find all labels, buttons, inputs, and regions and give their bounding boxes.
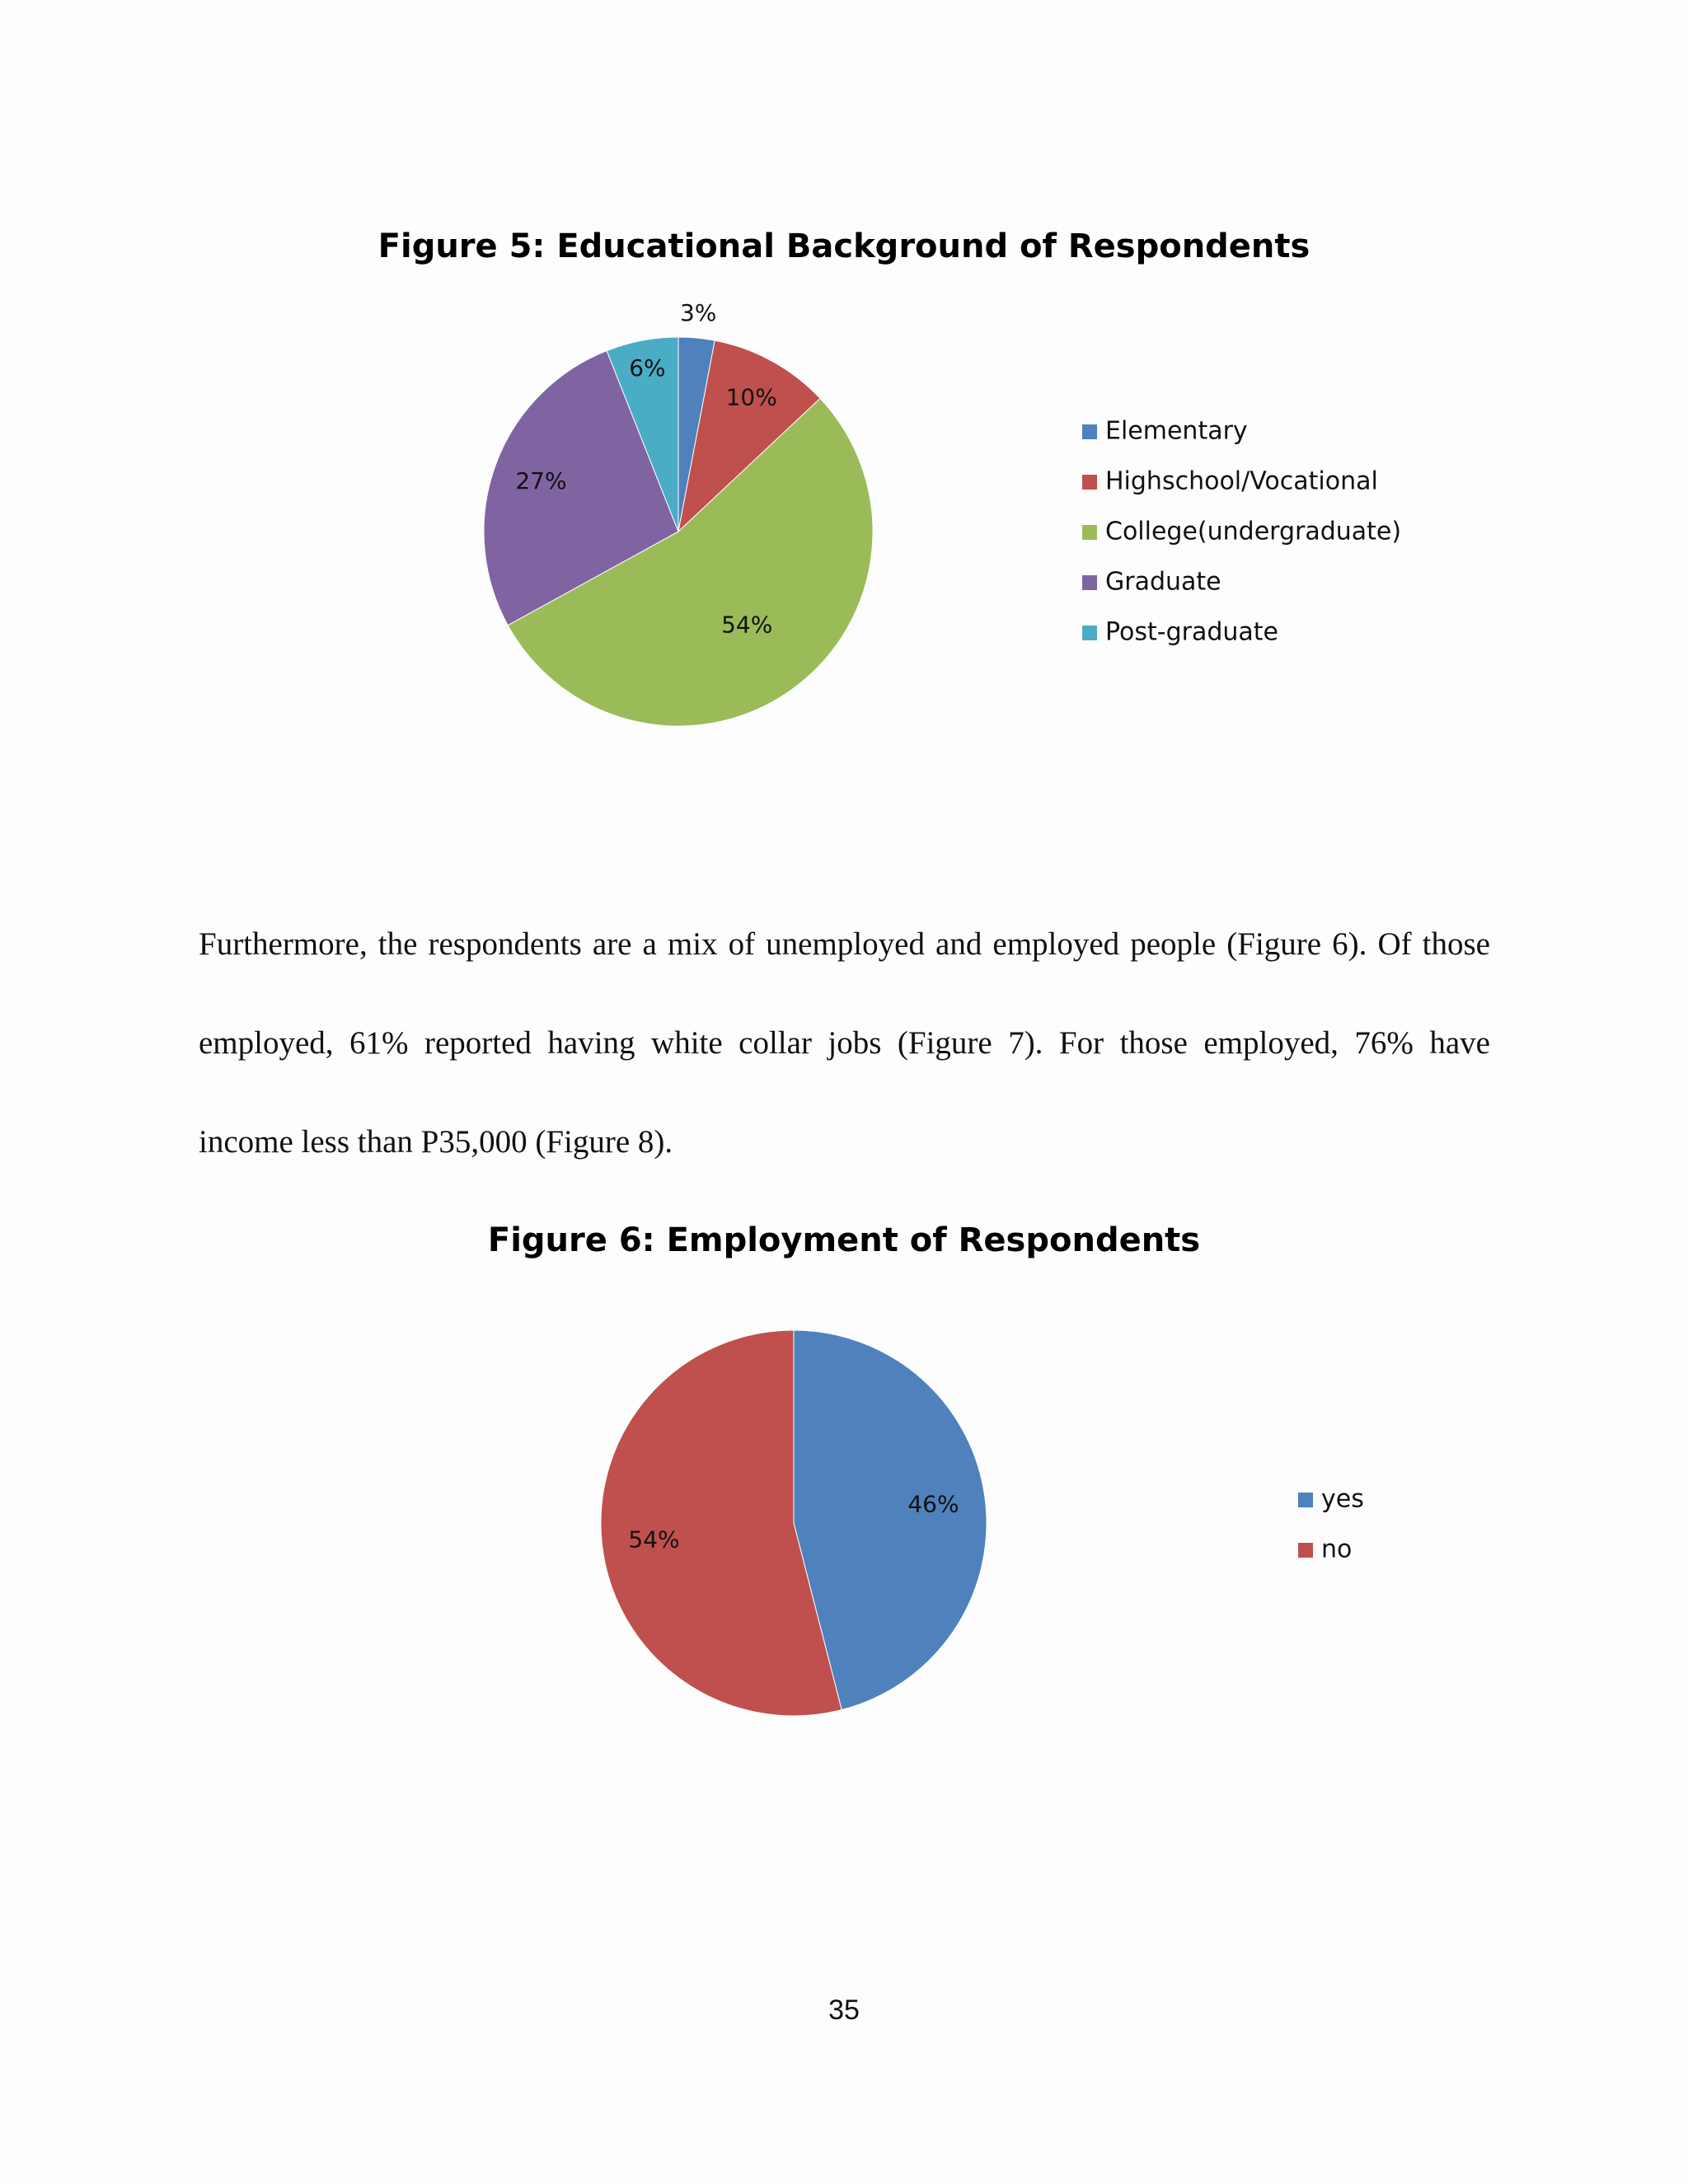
body-paragraph: [199, 895, 1490, 1192]
fig5-legend-swatch: [1082, 475, 1097, 490]
fig5-legend-label: Post-graduate: [1105, 617, 1279, 647]
fig5-legend-swatch: [1082, 575, 1097, 590]
paragraph-line: income less than P35,000 (Figure 8).: [199, 1124, 673, 1160]
figure-5-pie-chart: [0, 297, 1688, 758]
fig6-legend-swatch: [1298, 1493, 1313, 1507]
figure-6-title: Figure 6: Employment of Respondents: [487, 1221, 1201, 1259]
fig6-legend-label: yes: [1321, 1484, 1364, 1514]
figure-6-pie-chart: [0, 1302, 1688, 1747]
fig5-legend-label: Highschool/Vocational: [1105, 466, 1378, 496]
fig5-legend-swatch: [1082, 424, 1097, 439]
paragraph-line: employed, 61% reported having white collar jobs (Figure 7). For those employed, 76% have: [199, 1025, 1490, 1061]
fig5-legend-label: College(undergraduate): [1105, 517, 1402, 546]
fig5-legend-swatch: [1082, 525, 1097, 540]
fig5-data-label: 10%: [725, 383, 777, 411]
paragraph-line: Furthermore, the respondents are a mix of unemployed and employed people (Figure 6). Of those: [199, 926, 1490, 962]
fig5-data-label: 27%: [515, 467, 567, 495]
figure-5-title: Figure 5: Educational Background of Respondents: [377, 227, 1311, 265]
fig5-data-label: 54%: [721, 611, 773, 639]
fig6-data-label: 46%: [907, 1490, 959, 1518]
fig6-legend-swatch: [1298, 1543, 1313, 1558]
fig5-data-label: 3%: [679, 298, 717, 326]
fig5-legend-label: Graduate: [1105, 567, 1221, 597]
fig6-data-label: 54%: [628, 1526, 680, 1554]
fig5-data-label: 6%: [629, 354, 666, 382]
fig5-legend-swatch: [1082, 626, 1097, 640]
fig5-legend-label: Elementary: [1105, 416, 1248, 446]
page-number: 35: [828, 1994, 860, 2026]
fig6-legend-label: no: [1321, 1535, 1353, 1564]
